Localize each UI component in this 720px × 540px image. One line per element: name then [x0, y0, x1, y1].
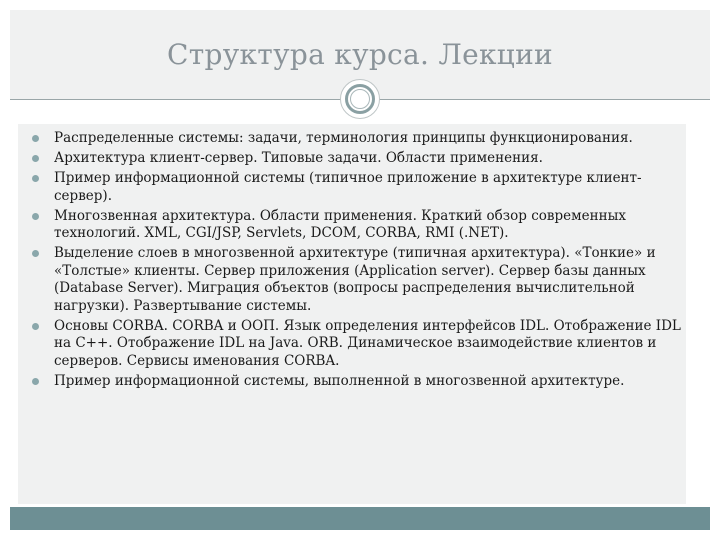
bullet-text: Основы CORBA. CORBA и ООП. Язык определения интерфейсов IDL. Отображение IDL на C++. Отображение IDL на Java. ORB. Динамическое взаимодействие клиентов и серверов. Сервисы именования CORBA.	[54, 317, 681, 369]
bullet-text: Архитектура клиент-сервер. Типовые задачи. Области применения.	[54, 150, 543, 166]
bullet-text: Многозвенная архитектура. Области применения. Краткий обзор современных технологий. XML, CGI/JSP, Servlets, DCOM, CORBA, RMI (.NET).	[54, 207, 626, 241]
bullet-item	[18, 130, 686, 148]
bullet-dot-icon	[32, 155, 39, 162]
bullet-text: Пример информационной системы, выполненной в многозвенной архитектуре.	[54, 372, 625, 389]
bullet-dot-icon	[32, 175, 39, 182]
bullet-list	[18, 130, 686, 393]
bullet-text: Распределенные системы: задачи, терминология принципы функционирования.	[54, 130, 633, 146]
content-panel	[18, 124, 686, 504]
bullet-item	[18, 208, 686, 243]
bullet-text: Пример информационной системы (типичное приложение в архитектуре клиент-сервер).	[54, 170, 642, 204]
slide	[10, 10, 710, 530]
footer-bar	[10, 507, 710, 530]
bullet-dot-icon	[32, 135, 39, 142]
bullet-dot-icon	[32, 378, 39, 385]
bullet-item	[18, 150, 686, 168]
circle-emblem-icon	[340, 79, 380, 119]
bullet-item	[18, 170, 686, 205]
bullet-item	[18, 245, 686, 315]
slide-title: Структура курса. Лекции	[166, 38, 554, 71]
bullet-text: Выделение слоев в многозвенной архитектуре (типичная архитектура). «Тонкие» и «Толстые» клиенты. Сервер приложения (Application server). Сервер базы данных (Database Server). Миграция объектов (вопросы распределения вычислительной нагрузки). Развертывание системы.	[54, 245, 656, 314]
bullet-dot-icon	[32, 323, 39, 330]
bullet-dot-icon	[32, 250, 39, 257]
bullet-item	[18, 318, 686, 371]
bullet-dot-icon	[32, 213, 39, 220]
bullet-item	[18, 373, 686, 391]
